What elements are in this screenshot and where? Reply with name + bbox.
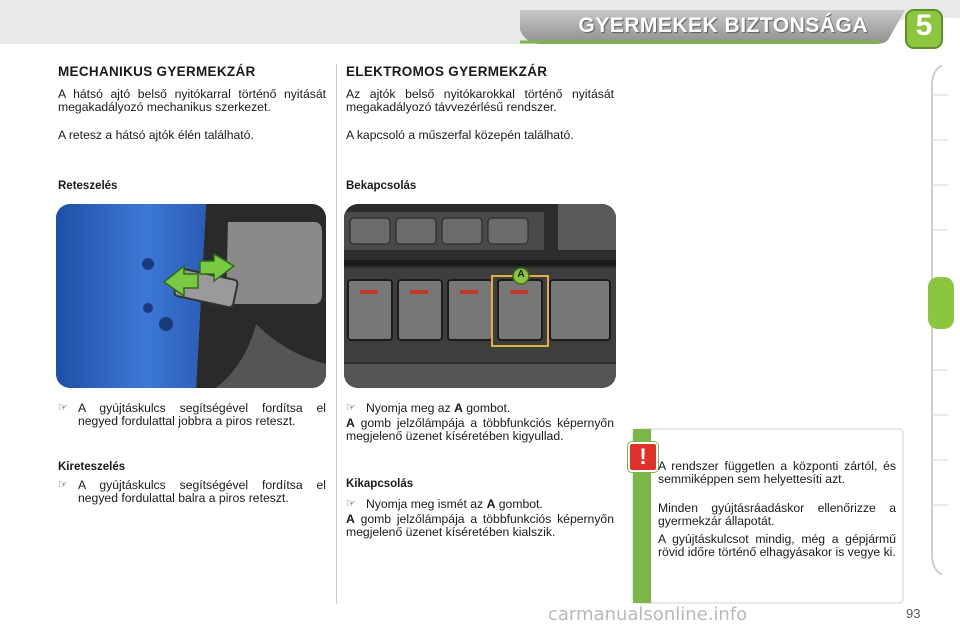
activation-instruction — [346, 402, 614, 415]
activation-description: A gomb jelzőlámpája a többfunkciós képernyőn megjelenő üzenet kíséretében kigyullad. — [346, 416, 614, 443]
dashboard-switch-photo — [344, 204, 616, 388]
warning-text-1: A rendszer független a központi zártól, és semmiképpen sem helyettesíti azt. — [658, 459, 896, 486]
column-divider — [336, 64, 337, 604]
lock-instruction — [58, 402, 326, 428]
electric-location: A kapcsoló a műszerfal közepén található. — [346, 128, 574, 142]
door-lock-photo — [56, 204, 326, 388]
pointing-hand-icon: ☞ — [58, 402, 68, 414]
chapter-thumb-index — [928, 65, 954, 575]
unlock-subheading: Kireteszelés — [58, 461, 126, 473]
activation-subheading: Bekapcsolás — [346, 180, 417, 192]
deactivation-instruction-text: Nyomja meg ismét az A gombot. — [366, 497, 543, 511]
pointing-hand-icon: ☞ — [58, 479, 68, 491]
chapter-number: 5 — [915, 9, 933, 42]
warning-text-2: Minden gyújtásráadáskor ellenőrizze a gyermekzár állapotát. — [658, 501, 896, 528]
warning-icon — [628, 442, 658, 472]
activation-instruction-text: Nyomja meg az A gombot. — [366, 401, 511, 415]
deactivation-subheading: Kikapcsolás — [346, 478, 414, 490]
pointing-hand-icon: ☞ — [346, 402, 356, 414]
mechanical-location: A retesz a hátsó ajtók élén található. — [58, 128, 254, 142]
warning-symbol: ! — [639, 444, 647, 469]
mechanical-intro: A hátsó ajtó belső nyitókarral történő nyitását megakadályozó mechanikus szerkezet. — [58, 87, 326, 114]
unlock-instruction-text: A gyújtáskulcs segítségével fordítsa el negyed fordulattal balra a piros reteszt. — [78, 478, 326, 505]
page-title: GYERMEKEK BIZTONSÁGA — [578, 14, 868, 37]
unlock-instruction — [58, 479, 326, 505]
pointing-hand-icon: ☞ — [346, 498, 356, 510]
page-number: 93 — [906, 606, 921, 621]
deactivation-description: A gomb jelzőlámpája a többfunkciós képernyőn megjelenő üzenet kíséretében kialszik. — [346, 512, 614, 539]
warning-box — [632, 428, 904, 604]
electric-intro: Az ajtók belső nyitókarokkal történő nyitását megakadályozó távvezérlésű rendszer. — [346, 87, 614, 114]
electric-lock-heading: ELEKTROMOS GYERMEKZÁR — [346, 64, 548, 79]
lock-instruction-text: A gyújtáskulcs segítségével fordítsa el negyed fordulattal jobbra a piros reteszt. — [78, 401, 326, 428]
watermark: carmanualsonline.info — [548, 604, 748, 625]
mechanical-lock-heading: MECHANIKUS GYERMEKZÁR — [58, 64, 256, 79]
lock-subheading: Reteszelés — [58, 180, 118, 192]
button-a-callout: A — [517, 269, 525, 280]
warning-text-3: A gyújtáskulcsot mindig, még a gépjármű rövid időre történő elhagyásakor is vegye ki. — [658, 532, 896, 559]
deactivation-instruction — [346, 498, 614, 511]
